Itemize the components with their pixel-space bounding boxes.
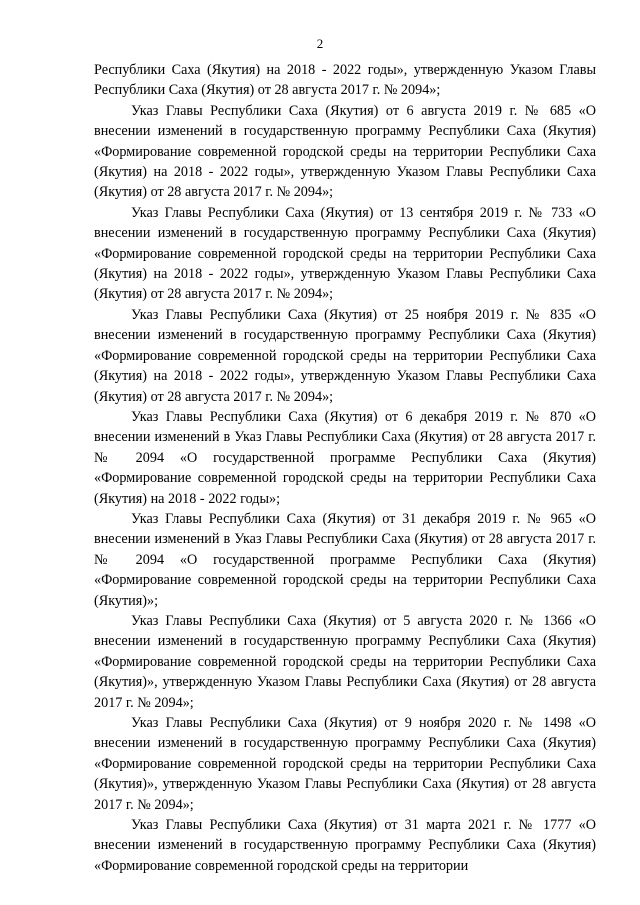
page-number: 2: [316, 36, 324, 51]
decree-paragraph: Указ Главы Республики Саха (Якутия) от 6 декабря 2019 г. № 870 «О внесении изменений в Указ Главы Республики Саха (Якутия) от 28 августа 2017 г. № 2094 «О государственной программе Республики Саха (Якутия) «Формирование современной городской среды на территории Республики Саха (Якутия) на 2018 - 2022 годы»;: [94, 408, 596, 507]
decree-paragraph: Указ Главы Республики Саха (Якутия) от 5 августа 2020 г. № 1366 «О внесении изменений в государственную программу Республики Саха (Якутия) «Формирование современной городской среды на территории Республики Саха (Якутия)», утвержденную Указом Главы Республики Саха (Якутия) от 28 августа 2017 г. № 2094»;: [94, 612, 596, 711]
document-body: [94, 60, 596, 876]
decree-paragraph: Указ Главы Республики Саха (Якутия) от 6 августа 2019 г. № 685 «О внесении изменений в государственную программу Республики Саха (Якутия) «Формирование современной городской среды на территории Республики Саха (Якутия) на 2018 - 2022 годы», утвержденную Указом Главы Республики Саха (Якутия) от 28 августа 2017 г. № 2094»;: [94, 102, 596, 201]
continued-paragraph: Республики Саха (Якутия) на 2018 - 2022 годы», утвержденную Указом Главы Республики Саха (Якутия) от 28 августа 2017 г. № 2094»;: [94, 62, 596, 99]
decree-paragraph: Указ Главы Республики Саха (Якутия) от 13 сентября 2019 г. № 733 «О внесении изменений в государственную программу Республики Саха (Якутия) «Формирование современной городской среды на территории Республики Саха (Якутия) на 2018 - 2022 годы», утвержденную Указом Главы Республики Саха (Якутия) от 28 августа 2017 г. № 2094»;: [94, 204, 596, 303]
decree-paragraph: Указ Главы Республики Саха (Якутия) от 9 ноября 2020 г. № 1498 «О внесении изменений в государственную программу Республики Саха (Якутия) «Формирование современной городской среды на территории Республики Саха (Якутия)», утвержденную Указом Главы Республики Саха (Якутия) от 28 августа 2017 г. № 2094»;: [94, 715, 596, 813]
decree-paragraph: Указ Главы Республики Саха (Якутия) от 31 декабря 2019 г. № 965 «О внесении изменений в Указ Главы Республики Саха (Якутия) от 28 августа 2017 г. № 2094 «О государственной программе Республики Саха (Якутия) «Формирование современной городской среды на территории Республики Саха (Якутия)»;: [94, 510, 596, 609]
decree-paragraph: Указ Главы Республики Саха (Якутия) от 31 марта 2021 г. № 1777 «О внесении изменений в государственную программу Республики Саха (Якутия) «Формирование современной городской среды на территории: [94, 817, 596, 874]
decree-paragraph: Указ Главы Республики Саха (Якутия) от 25 ноября 2019 г. № 835 «О внесении изменений в государственную программу Республики Саха (Якутия) «Формирование современной городской среды на территории Республики Саха (Якутия) на 2018 - 2022 годы», утвержденную Указом Главы Республики Саха (Якутия) от 28 августа 2017 г. № 2094»;: [94, 306, 596, 405]
